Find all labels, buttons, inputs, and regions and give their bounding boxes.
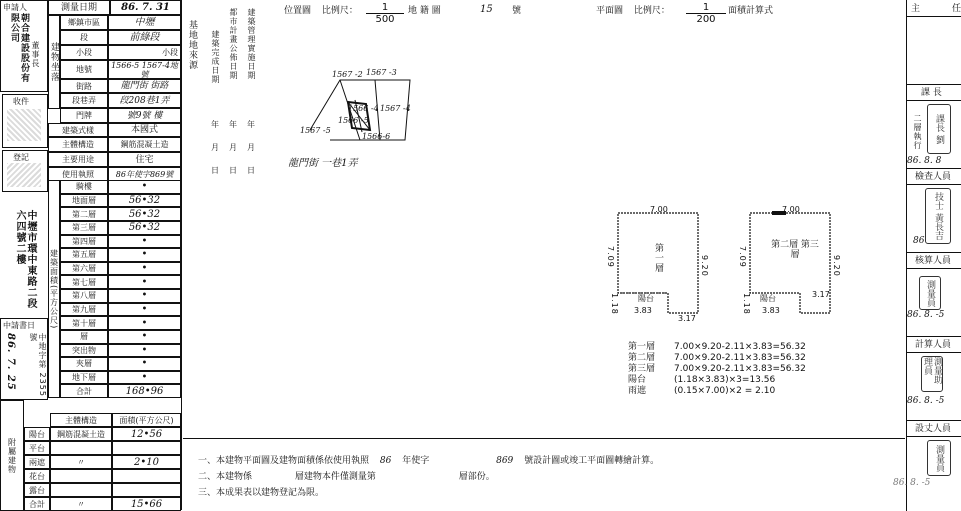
plan2-bottom-left: 3.83 — [762, 306, 780, 315]
plan1-top: 7.00 — [650, 205, 668, 214]
row-label: 段巷弄 — [60, 93, 108, 108]
floor-value: • — [108, 316, 181, 330]
annex-area: 15•66 — [112, 497, 181, 511]
plan2-balcony: 陽台 — [760, 294, 776, 303]
floor-label: 第四層 — [60, 235, 108, 249]
floor-value: • — [108, 262, 181, 276]
note2-c: 層部份。 — [458, 472, 495, 482]
row-value: 號9號 樓 — [108, 108, 181, 123]
stamp2: 技士 黃長吉 — [925, 188, 951, 244]
left-table — [0, 0, 182, 511]
floor-label: 突出物 — [60, 344, 108, 358]
date-label: 中請書日 — [3, 321, 35, 330]
note1-year: 86 — [379, 456, 392, 466]
plan2-side: 9.20 — [832, 255, 841, 277]
date-block — [0, 318, 48, 400]
location-scale-label: 比例尺： — [321, 6, 358, 16]
plan1-label: 第一層 — [653, 243, 663, 273]
row-value: 1566-5 1567-4地號 — [108, 60, 181, 79]
annex-area: 12•56 — [112, 427, 181, 441]
plan1-side: 9.20 — [700, 255, 709, 277]
floor-label: 夾層 — [60, 357, 108, 371]
plan-2-drawing — [740, 208, 840, 323]
row-value: 本國式 — [108, 123, 181, 137]
info-column — [183, 0, 269, 200]
representative: 董事長 — [31, 41, 40, 68]
note1-c: 號設計圖或竣工平面圖轉繪計算。 — [524, 456, 660, 466]
floor-value: 56•32 — [108, 194, 181, 208]
floor-label: 第三層 — [60, 221, 108, 235]
floor-label: 第二層 — [60, 207, 108, 221]
calc-row-label: 陽台 — [628, 375, 647, 385]
parcel-label: 1567 -5 — [300, 126, 331, 135]
row-value: 住宅 — [108, 152, 181, 167]
annex-struct: 〃 — [50, 455, 112, 469]
notes-divider — [183, 438, 905, 439]
annex-name: 合計 — [24, 497, 50, 511]
calc-row-expr: 7.00×9.20-2.11×3.83=56.32 — [674, 342, 806, 352]
side1: 二層執行 — [913, 114, 922, 150]
parcel-label: 1566 -5 — [338, 116, 369, 125]
note1-no: 869 — [496, 456, 514, 466]
floor-label: 地面層 — [60, 194, 108, 208]
floor-value: • — [108, 248, 181, 262]
permit-label-1: 建築管理實施日期 — [247, 8, 256, 80]
floor-label: 合計 — [60, 384, 108, 398]
plan-title: 平面圖 — [596, 6, 624, 16]
stamp3: 測量員 — [919, 276, 941, 310]
annex-struct: 〃 — [50, 497, 112, 511]
plan1-left: 7.09 — [606, 246, 615, 268]
calc-row-expr: (0.15×7.00)×2 = 2.10 — [674, 386, 776, 396]
company-name: 朝合建設股份有限公司 — [9, 13, 29, 83]
map-divider — [540, 0, 541, 10]
floor-label: 層 — [60, 330, 108, 344]
floor-value: 56•32 — [108, 221, 181, 235]
row-value: 中壢 — [108, 15, 181, 30]
parcel-label: 1567 -2 — [332, 70, 363, 79]
floor-label: 地下層 — [60, 371, 108, 385]
row-label: 鄉鎮市區 — [60, 15, 108, 30]
section2-label: 檢查人員 — [915, 172, 952, 182]
stamp1: 課長 劉 — [927, 104, 951, 154]
stamp5: 測量員 — [927, 440, 951, 476]
annex-area — [112, 469, 181, 483]
calc-row-label: 第三層 — [628, 364, 656, 374]
annex-name: 兩遮 — [24, 455, 50, 469]
plan2-left: 7.09 — [738, 246, 747, 268]
permit-label-2: 都市計畫公佈日期 — [229, 8, 238, 80]
floor-value: • — [108, 289, 181, 303]
plan2-top: 7.00 — [782, 205, 800, 214]
row-label: 主體構造 — [48, 137, 108, 152]
floor-value: 56•32 — [108, 207, 181, 221]
parcel-label: 1567 -4 — [380, 104, 411, 113]
floor-label: 第七層 — [60, 275, 108, 289]
parcel-label: 1567 -3 — [366, 68, 397, 77]
floor-value: • — [108, 235, 181, 249]
ymd-col-2: 年 月 日 — [229, 120, 237, 175]
row-label: 建築式樣 — [48, 123, 108, 137]
ymd-col-3: 年 月 日 — [247, 120, 255, 175]
section5-label: 設丈人員 — [915, 424, 952, 434]
row-label: 主要用途 — [48, 152, 108, 167]
calc-row-expr: (1.18×3.83)×3=13.56 — [674, 375, 776, 385]
note2-b: 層建物本件僅測量第 — [294, 472, 376, 482]
row-label: 段 — [60, 30, 108, 45]
plan2-label: 第二層 第三層 — [771, 240, 819, 260]
location-map — [270, 0, 540, 200]
date5: 86. 8. -5 — [893, 478, 931, 488]
location-scale-fraction: 1 500 — [366, 2, 404, 25]
annex-header-2: 主體構造 — [50, 413, 112, 427]
annex-area: 2•10 — [112, 455, 181, 469]
permit-label-3: 建築完成日期 — [211, 30, 220, 84]
annex-area — [112, 441, 181, 455]
annex-struct — [50, 441, 112, 455]
calc-rows — [628, 342, 868, 397]
floor-value: • — [108, 180, 181, 194]
section3-label: 核算人員 — [915, 256, 952, 266]
floor-plan — [590, 0, 906, 420]
floor-label: 第六層 — [60, 262, 108, 276]
parcel-label: 1566-6 — [362, 132, 391, 141]
location-header: 建物坐落 — [48, 15, 60, 109]
calc-row-expr: 7.00×9.20-2.11×3.83=56.32 — [674, 353, 806, 363]
note3: 三、本成果表以建物登記為限。 — [198, 488, 325, 498]
sheet-no: 15 — [480, 4, 493, 15]
calc-row-label: 第二層 — [628, 353, 656, 363]
date2: 86 — [913, 236, 925, 246]
row-label: 小段 — [60, 45, 108, 60]
note1-b: 年使字 — [402, 456, 430, 466]
annex-header-3: 面積(平方公尺) — [112, 413, 181, 427]
plan1-small: 1.18 — [610, 293, 619, 315]
header-b: 任 — [951, 4, 961, 14]
survey-date-value: 86. 7. 31 — [110, 0, 181, 15]
annex-header-1: 附屬建物 — [0, 400, 24, 511]
row-label: 地號 — [60, 60, 108, 79]
plan2-small: 1.18 — [742, 293, 751, 315]
plan1-balcony: 陽台 — [638, 294, 654, 303]
plan-scale-label: 比例尺： — [633, 6, 670, 16]
row-value: 龍門街 街路 — [108, 79, 181, 93]
location-map-title: 位置圖 — [284, 6, 312, 16]
row-value: 小段 — [108, 45, 181, 60]
annex-name: 平台 — [24, 441, 50, 455]
floor-value: • — [108, 330, 181, 344]
survey-date-label: 測量日期 — [48, 0, 110, 15]
floor-label: 第五層 — [60, 248, 108, 262]
plan2-bottom-right: 3.17 — [812, 290, 830, 299]
plan1-bottom-right: 3.17 — [678, 314, 696, 323]
calc-label: 面積計算式 — [728, 6, 774, 16]
receipt-label: 收件 — [13, 97, 29, 106]
sheet-label: 地 籍 圖 — [408, 6, 441, 16]
row-value: 前綠段 — [108, 30, 181, 45]
row-value: 86年使字869號 — [108, 167, 181, 181]
note2-a: 二、本建物係 — [198, 472, 253, 482]
floor-label: 第八層 — [60, 289, 108, 303]
applicant-label: 申請人 — [3, 3, 27, 12]
register-stamp — [2, 150, 48, 192]
plan-scale-fraction: 1 200 — [686, 2, 726, 25]
app-no: 中地字第 2355 號 — [29, 333, 47, 397]
floor-value: • — [108, 303, 181, 317]
row-label: 街路 — [60, 79, 108, 93]
date4: 86. 8. -5 — [907, 396, 945, 406]
annex-name: 露台 — [24, 483, 50, 497]
annex-struct: 鋼筋混凝土造 — [50, 427, 112, 441]
annex-name: 花台 — [24, 469, 50, 483]
floor-label: 第十層 — [60, 316, 108, 330]
parcel-label: 1566 -4 — [348, 104, 379, 113]
street-label: 龍門街 一巷1弄 — [288, 158, 358, 169]
side-address: 中壢市環中東路二段六四號二樓 — [14, 210, 36, 309]
annex-name: 陽台 — [24, 427, 50, 441]
header-a: 主 — [911, 4, 921, 14]
plan1-bottom-left: 3.83 — [634, 306, 652, 315]
row-value: 鋼筋混凝土造 — [108, 137, 181, 152]
receipt-stamp — [2, 94, 48, 148]
floor-value: • — [108, 275, 181, 289]
date3: 86. 8. -5 — [907, 310, 945, 320]
floor-value: • — [108, 344, 181, 358]
floor-label: 第九層 — [60, 303, 108, 317]
notes — [198, 456, 898, 504]
stamp4: 測量助理員 — [921, 356, 943, 392]
ymd-col-1: 年 月 日 — [211, 120, 219, 175]
section1-label: 課 長 — [921, 88, 942, 98]
floor-value: • — [108, 371, 181, 385]
location-rows — [60, 15, 181, 180]
calc-row-label: 第一層 — [628, 342, 656, 352]
floor-label: 騎樓 — [60, 180, 108, 194]
annex-struct — [50, 483, 112, 497]
sheet-suffix: 號 — [512, 6, 522, 16]
annex-area — [112, 483, 181, 497]
right-column — [893, 0, 961, 511]
area-section-label: 建築面積(平方公尺) — [48, 180, 60, 398]
note1-a: 一、本建物平面圖及建物面積係依使用執照 — [198, 456, 370, 466]
base-label: 基地地來源 — [187, 20, 197, 70]
applicant-block — [0, 0, 48, 92]
row-value: 段208巷1弄 — [108, 93, 181, 108]
floor-value: 168•96 — [108, 384, 181, 398]
date1: 86. 8. 8 — [907, 156, 942, 166]
row-label: 使用執照 — [48, 167, 108, 181]
floor-table — [60, 180, 181, 398]
calc-row-expr: 7.00×9.20-2.11×3.83=56.32 — [674, 364, 806, 374]
row-label: 門牌 — [60, 108, 108, 123]
date-value: 86. 7. 25 — [5, 333, 16, 391]
section4-label: 計算人員 — [915, 340, 952, 350]
floor-value: • — [108, 357, 181, 371]
annex-struct — [50, 469, 112, 483]
register-label: 登記 — [13, 153, 29, 162]
calc-row-label: 雨遮 — [628, 386, 647, 396]
